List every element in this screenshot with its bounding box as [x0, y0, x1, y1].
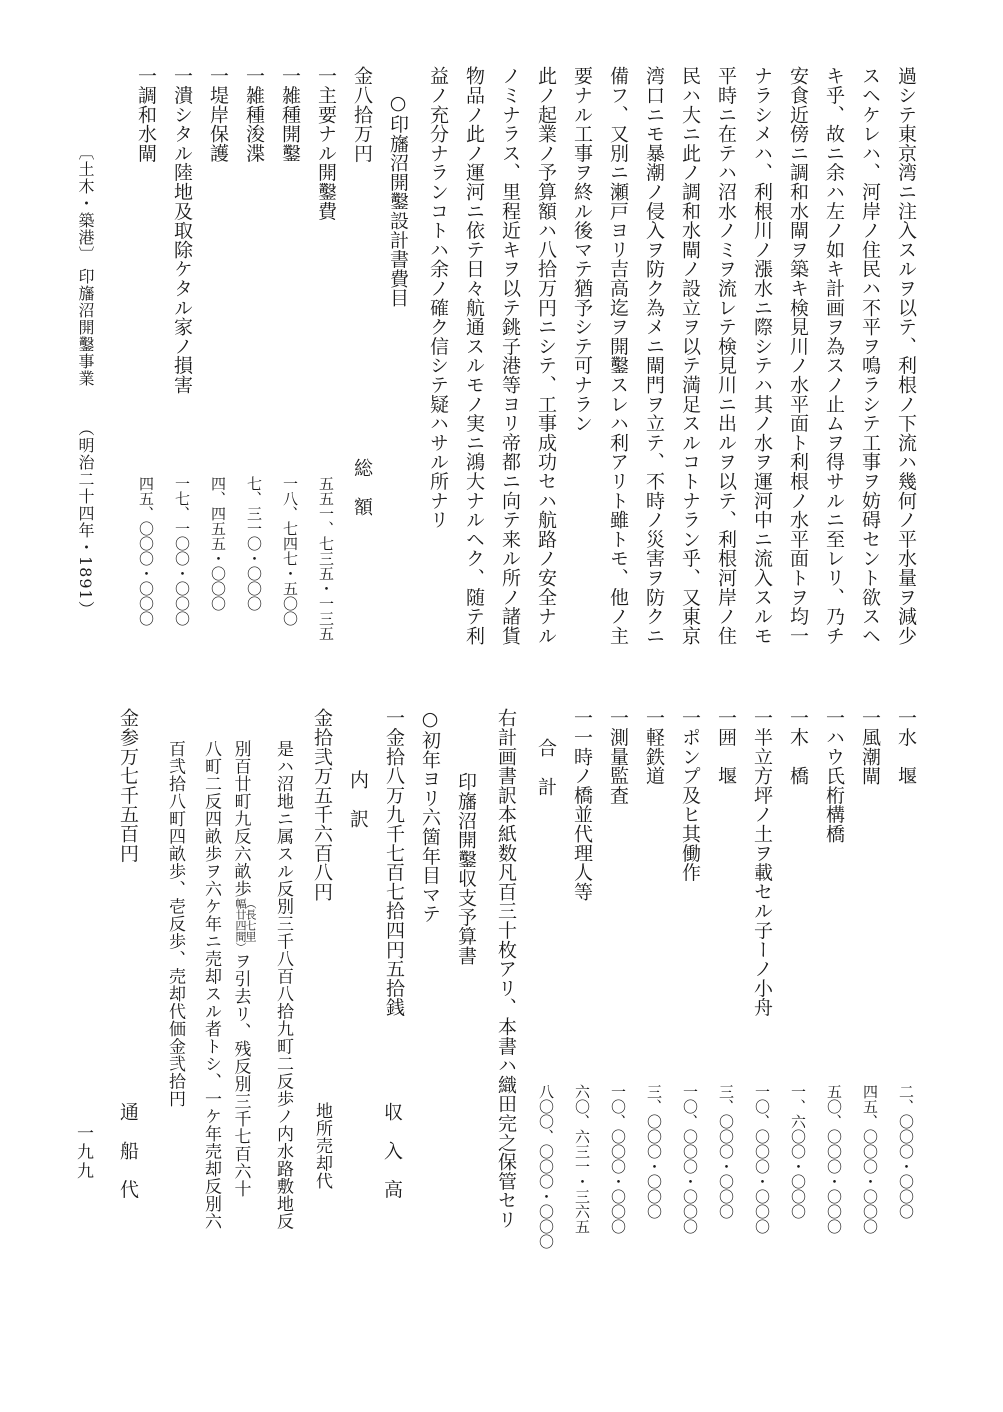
cost-item-label: 一水 堰	[895, 708, 917, 786]
cost-item-label: 一ハウ氏桁構橋	[823, 708, 845, 844]
text-line: 備フ、又別ニ瀬戸ヨリ吉高迄ヲ開鑿スレハ利アリト雖トモ、他ノ主	[607, 66, 629, 645]
text-line: ノミナラス、里程近キヲ以テ銚子港等ヨリ帝都ニ向テ来ル所ノ諸貨	[499, 66, 521, 645]
land-description-line-2	[232, 740, 256, 1198]
budget-item-amount: 五五一、七三五・一三五	[317, 476, 335, 641]
cost-item-label: 一軽鉄道	[643, 708, 665, 786]
budget-item-label: 一雑種開鑿	[279, 66, 301, 163]
total-label: 総 額	[351, 458, 373, 516]
land-amount: 金拾弐万五千六百八円	[311, 708, 333, 901]
cost-item-amount: 三、〇〇〇・〇〇〇	[645, 1084, 663, 1219]
cost-item-amount: 二、〇〇〇・〇〇〇	[897, 1084, 915, 1219]
cost-item-label: 一木 橋	[787, 708, 809, 786]
budget-item-label: 一調和水閘	[135, 66, 157, 163]
text-line: 物品ノ此ノ運河ニ依テ日々航通スルモノ実ニ鴻大ナルヘク、随テ利	[463, 66, 485, 645]
page-number: 一九九	[73, 1124, 93, 1181]
income-label: 収 入 高	[381, 1102, 403, 1199]
cost-item-amount: 一〇、〇〇〇・〇〇〇	[609, 1084, 627, 1234]
text-line: 湾口ニモ暴潮ノ侵入ヲ防ク為メニ閘門ヲ立テ、不時ノ災害ヲ防クニ	[643, 66, 665, 645]
sum-amount: 八〇〇、〇〇〇・〇〇〇	[537, 1084, 555, 1249]
text-line: 此ノ起業ノ予算額ハ八拾万円ニシテ、工事成功セハ航路ノ安全ナル	[535, 66, 557, 645]
text-line: 平時ニ在テハ沼水ノミヲ流レテ検見川ニ出ルヲ以テ、利根河岸ノ住	[715, 66, 737, 645]
text-line: 安食近傍ニ調和水閘ヲ築キ検見川ノ水平面ト利根ノ水平面トヲ均一	[787, 66, 809, 645]
dimension-note-width: 幅廿四間）	[234, 897, 247, 953]
dimension-note	[235, 898, 255, 953]
header-title: 印旛沼開鑿事業	[76, 268, 95, 387]
cost-item-amount: 五〇、〇〇〇・〇〇〇	[825, 1084, 843, 1234]
text-line: 益ノ充分ナランコトハ余ノ確ク信シテ疑ハサル所ナリ	[427, 66, 449, 530]
land-desc-text: ヲ引去リ、残反別三千七百六十	[230, 952, 251, 1198]
cost-item-label: 一ポンプ及ヒ其働作	[679, 708, 701, 882]
budget-item-amount: 一七、一〇〇・〇〇〇	[173, 476, 191, 626]
land-label: 地所売却代	[312, 1102, 332, 1190]
land-description: 百弐拾八町四畝歩、壱反歩、売却代価金弐拾円	[165, 740, 185, 1108]
income-total: 一金拾八万九千七百七拾四円五拾銭	[383, 708, 405, 1017]
budget-item-label: 一主要ナル開鑿費	[315, 66, 337, 221]
cost-item-label: 一測量監査	[607, 708, 629, 805]
budget-item-amount: 四五、〇〇〇・〇〇〇	[137, 476, 155, 626]
ship-label: 通 船 代	[117, 1102, 139, 1199]
cost-item-amount: 六〇、六三一・三六五	[573, 1084, 591, 1234]
document-note: 右計画書訳本紙数凡百三十枚アリ、本書ハ織田完之保管セリ	[495, 708, 517, 1230]
cost-item-amount: 三、〇〇〇・〇〇〇	[717, 1084, 735, 1219]
sum-label: 合 計	[535, 738, 557, 796]
text-line: 過シテ東京湾ニ注入スルヲ以テ、利根ノ下流ハ幾何ノ平水量ヲ減少	[895, 66, 917, 645]
budget-item-amount: 四、四五五・〇〇〇	[209, 476, 227, 611]
header-date: （明治二十四年・1891）	[76, 420, 95, 618]
period-heading: ○初年ヨリ六箇年目マテ	[419, 708, 441, 924]
land-desc-text: 別百廿町九反六畝歩	[230, 740, 251, 898]
cost-item-label: 一一時ノ橋並代理人等	[571, 708, 593, 901]
text-line: スヘケレハ、河岸ノ住民ハ不平ヲ鳴ラシテ工事ヲ妨碍セント欲スヘ	[859, 66, 881, 645]
ship-amount: 金参万七千五百円	[117, 708, 139, 863]
cost-item-amount: 一〇、〇〇〇・〇〇〇	[681, 1084, 699, 1234]
budget-title: ○印旛沼開鑿設計書費目	[387, 92, 409, 308]
cost-item-amount: 一、六〇〇・〇〇〇	[789, 1084, 807, 1219]
budget-item-amount: 一八、七四七・五〇〇	[281, 476, 299, 626]
budget-item-label: 一雑種浚渫	[243, 66, 265, 163]
cost-item-label: 一風潮閘	[859, 708, 881, 786]
dimension-note-length: （長七里	[244, 897, 257, 942]
breakdown-label: 内 訳	[347, 770, 369, 828]
text-line: ナラシメハ、利根川ノ漲水ニ際シテハ其ノ水ヲ運河中ニ流入スルモ	[751, 66, 773, 645]
budget-item-label: 一堤岸保護	[207, 66, 229, 163]
cost-item-label: 一半立方坪ノ土ヲ載セル子ーノ小舟	[751, 708, 773, 1017]
text-line: 民ハ大ニ此ノ調和水閘ノ設立ヲ以テ満足スルコトナラン乎、又東京	[679, 66, 701, 645]
text-line: キ乎、故ニ余ハ左ノ如キ計画ヲ為スノ止ムヲ得サルニ至レリ、乃チ	[823, 66, 845, 645]
budget-item-amount: 七、三一〇・〇〇〇	[245, 476, 263, 611]
budget-item-label: 一潰シタル陸地及取除ケタル家ノ損害	[171, 66, 193, 395]
header-category: 〔土木・築港〕	[76, 144, 95, 263]
text-line: 要ナル工事ヲ終ル後マテ猶予シテ可ナラン	[571, 66, 593, 433]
grand-total: 金八拾万円	[351, 66, 373, 163]
cost-item-amount: 四五、〇〇〇・〇〇〇	[861, 1084, 879, 1234]
land-description: 是ハ沼地ニ属スル反別三千八百八拾九町二反歩ノ内水路敷地反	[273, 740, 293, 1230]
land-description: 八町二反四畝歩ヲ六ケ年ニ売却スル者トシ、一ケ年売却反別六	[201, 740, 221, 1230]
section-title: 印旛沼開鑿収支予算書	[455, 772, 477, 965]
cost-item-amount: 一〇、〇〇〇・〇〇〇	[753, 1084, 771, 1234]
cost-item-label: 一囲 堰	[715, 708, 737, 786]
